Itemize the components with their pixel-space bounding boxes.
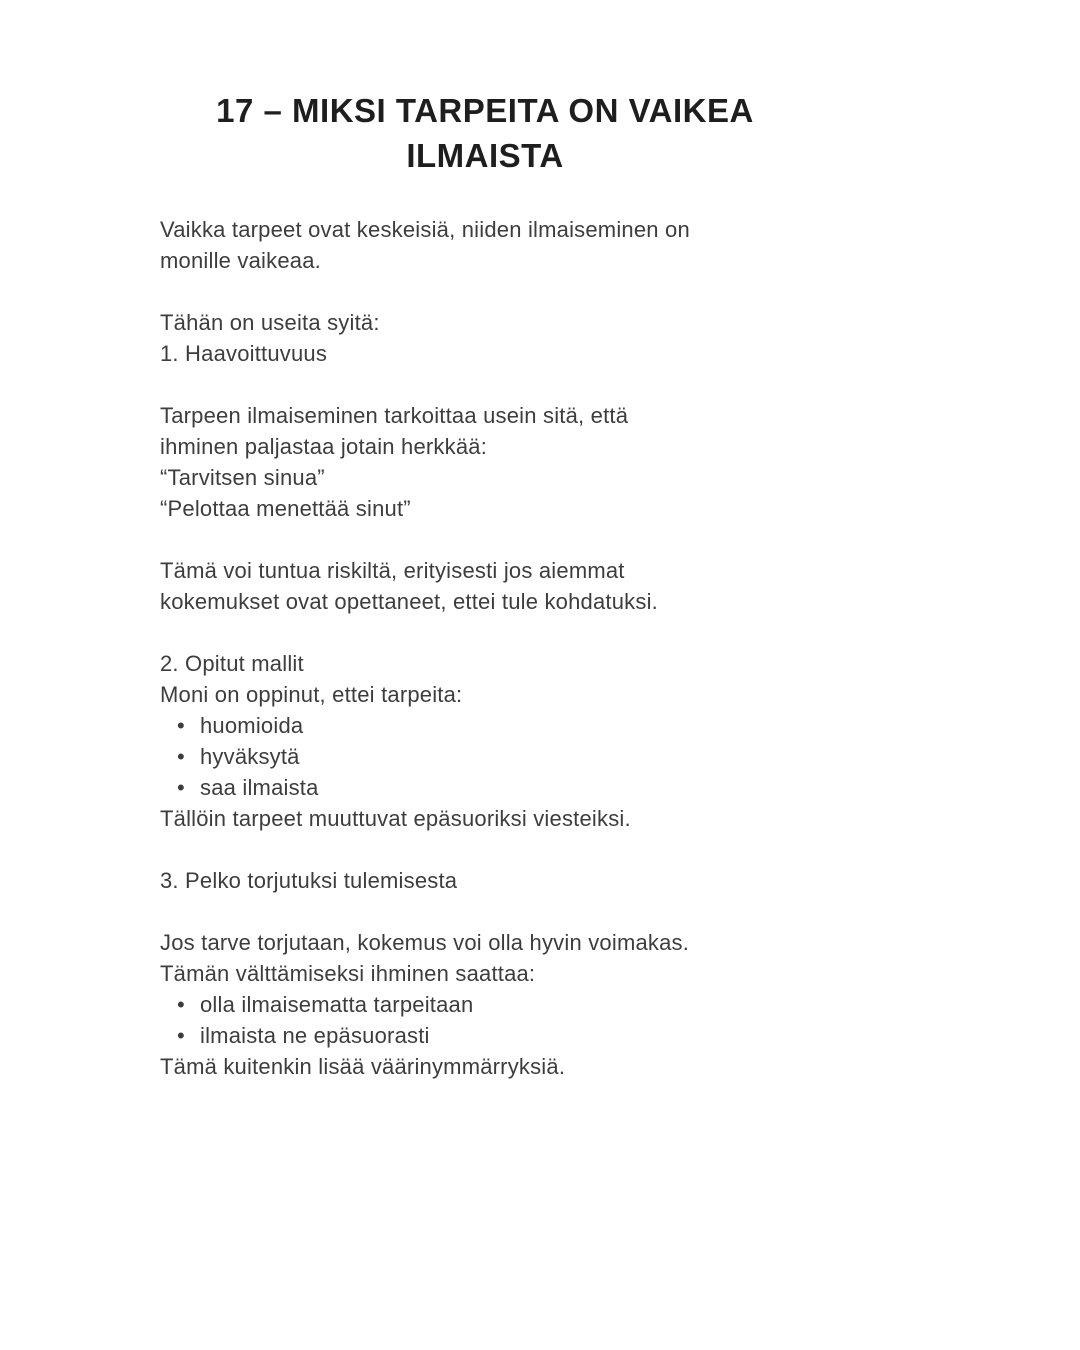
risk-line-1: Tämä voi tuntua riskiltä, erityisesti jos aiemmat bbox=[160, 558, 625, 583]
rejection-fear-line-1: Jos tarve torjutaan, kokemus voi olla hyvin voimakas. bbox=[160, 930, 690, 955]
rejection-fear-note: Tämä kuitenkin lisää väärinymmärryksiä. bbox=[160, 1054, 566, 1079]
rejection-fear-list bbox=[160, 989, 810, 1051]
vulnerability-line-2: ihminen paljastaa jotain herkkää: bbox=[160, 434, 488, 459]
page-title-line-1: 17 – MIKSI TARPEITA ON VAIKEA bbox=[216, 92, 754, 129]
intro-line-2: monille vaikeaa. bbox=[160, 248, 321, 273]
content-column bbox=[160, 88, 810, 1082]
list-item: • ilmaista ne epäsuorasti bbox=[160, 1020, 810, 1051]
rejection-fear-heading-paragraph bbox=[160, 865, 810, 896]
learned-patterns-note: Tällöin tarpeet muuttuvat epäsuoriksi viesteiksi. bbox=[160, 806, 631, 831]
learned-patterns-list bbox=[160, 710, 810, 803]
learned-patterns-paragraph bbox=[160, 648, 810, 834]
reason-1-heading: 1. Haavoittuvuus bbox=[160, 341, 328, 366]
reason-2-heading: 2. Opitut mallit bbox=[160, 651, 304, 676]
intro-paragraph bbox=[160, 214, 810, 276]
rejection-fear-paragraph bbox=[160, 927, 810, 1082]
page-title-line-2: ILMAISTA bbox=[406, 137, 564, 174]
vulnerability-paragraph bbox=[160, 400, 810, 524]
rejection-fear-line-2: Tämän välttämiseksi ihminen saattaa: bbox=[160, 961, 536, 986]
reasons-intro-paragraph bbox=[160, 307, 810, 369]
reasons-intro-line: Tähän on useita syitä: bbox=[160, 310, 380, 335]
risk-line-2: kokemukset ovat opettaneet, ettei tule kohdatuksi. bbox=[160, 589, 658, 614]
intro-line-1: Vaikka tarpeet ovat keskeisiä, niiden ilmaiseminen on bbox=[160, 217, 690, 242]
vulnerability-quote-2: “Pelottaa menettää sinut” bbox=[160, 496, 411, 521]
page-title bbox=[160, 88, 810, 178]
learned-patterns-intro: Moni on oppinut, ettei tarpeita: bbox=[160, 682, 463, 707]
reason-3-heading: 3. Pelko torjutuksi tulemisesta bbox=[160, 868, 458, 893]
list-item: • hyväksytä bbox=[160, 741, 810, 772]
vulnerability-line-1: Tarpeen ilmaiseminen tarkoittaa usein sitä, että bbox=[160, 403, 629, 428]
body-text bbox=[160, 214, 810, 1082]
list-item: • olla ilmaisematta tarpeitaan bbox=[160, 989, 810, 1020]
list-item: • saa ilmaista bbox=[160, 772, 810, 803]
risk-paragraph bbox=[160, 555, 810, 617]
vulnerability-quote-1: “Tarvitsen sinua” bbox=[160, 465, 325, 490]
list-item: • huomioida bbox=[160, 710, 810, 741]
